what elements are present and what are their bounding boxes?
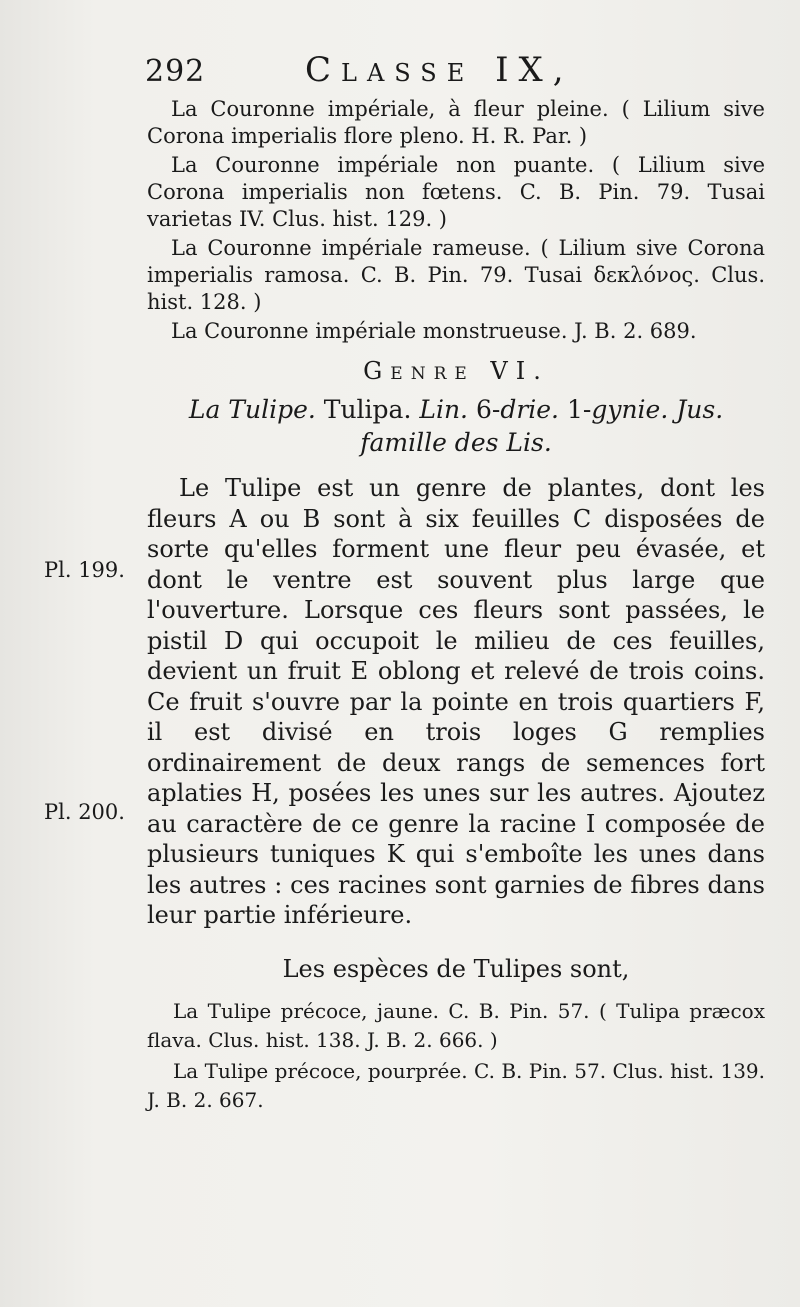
species-heading: Les espèces de Tulipes sont, xyxy=(282,954,630,983)
species-entry: La Couronne impériale non puante. ( Lilium sive Corona imperialis non fœtens. C. B. Pin. 79. Tusai varietas IV. Clus. hist. 129. ) xyxy=(147,153,765,231)
species-entry: La Couronne impériale, à fleur pleine. ( Lilium sive Corona imperialis flore pleno. H. R. Par. ) xyxy=(147,97,765,148)
species-entry: La Couronne impériale monstrueuse. J. B. 2. 689. xyxy=(171,319,697,343)
taxon-latin-name: Tulipa. xyxy=(323,395,412,424)
species-entry: La Tulipe précoce, pourprée. C. B. Pin. 57. Clus. hist. 139. J. B. 2. 667. xyxy=(147,1058,765,1112)
genre-heading: Genre VI. xyxy=(363,357,549,385)
marginal-note-plate-199: Pl. 199. xyxy=(44,558,125,582)
page-content xyxy=(147,96,765,1117)
marginal-note-plate-200: Pl. 200. xyxy=(44,800,125,824)
running-title: Classe IX, xyxy=(305,50,574,90)
taxon-lin: Lin. xyxy=(419,395,468,424)
taxon-common-name: La Tulipe. xyxy=(188,395,316,424)
page-number: 292 xyxy=(145,54,206,89)
taxon-family: famille des Lis. xyxy=(360,428,552,457)
taxon-order: 1-gynie. xyxy=(566,395,669,424)
page-header xyxy=(145,50,765,100)
species-entry: La Couronne impériale rameuse. ( Lilium sive Corona imperialis ramosa. C. B. Pin. 79. Tusai δεκλόνος. Clus. hist. 128. ) xyxy=(147,236,765,314)
taxon-heading xyxy=(147,393,765,459)
taxon-class: 6-drie. xyxy=(475,395,560,424)
genus-description: Le Tulipe est un genre de plantes, dont les fleurs A ou B sont à six feuilles C disposées de sorte qu'elles forment une fleur peu évasée, et dont le ventre est souvent plus large que l'ouverture. Lorsque ces fleurs sont passées, le pistil D qui occupoit le milieu de ces feuilles, devient un fruit E oblong et relevé de trois coins. Ce fruit s'ouvre par la pointe en trois quartiers F, il est divisé en trois loges G remplies ordinairement de deux rangs de semences fort aplaties H, posées les unes sur les autres. Ajoutez au caractère de ce genre la racine I composée de plusieurs tuniques K qui s'emboîte les unes dans les autres : ces racines sont garnies de fibres dans leur partie inférieure. xyxy=(147,474,765,929)
taxon-jus: Jus. xyxy=(676,395,724,424)
species-entry: La Tulipe précoce, jaune. C. B. Pin. 57. ( Tulipa præcox flava. Clus. hist. 138. J. B. 2. 666. ) xyxy=(147,998,765,1052)
